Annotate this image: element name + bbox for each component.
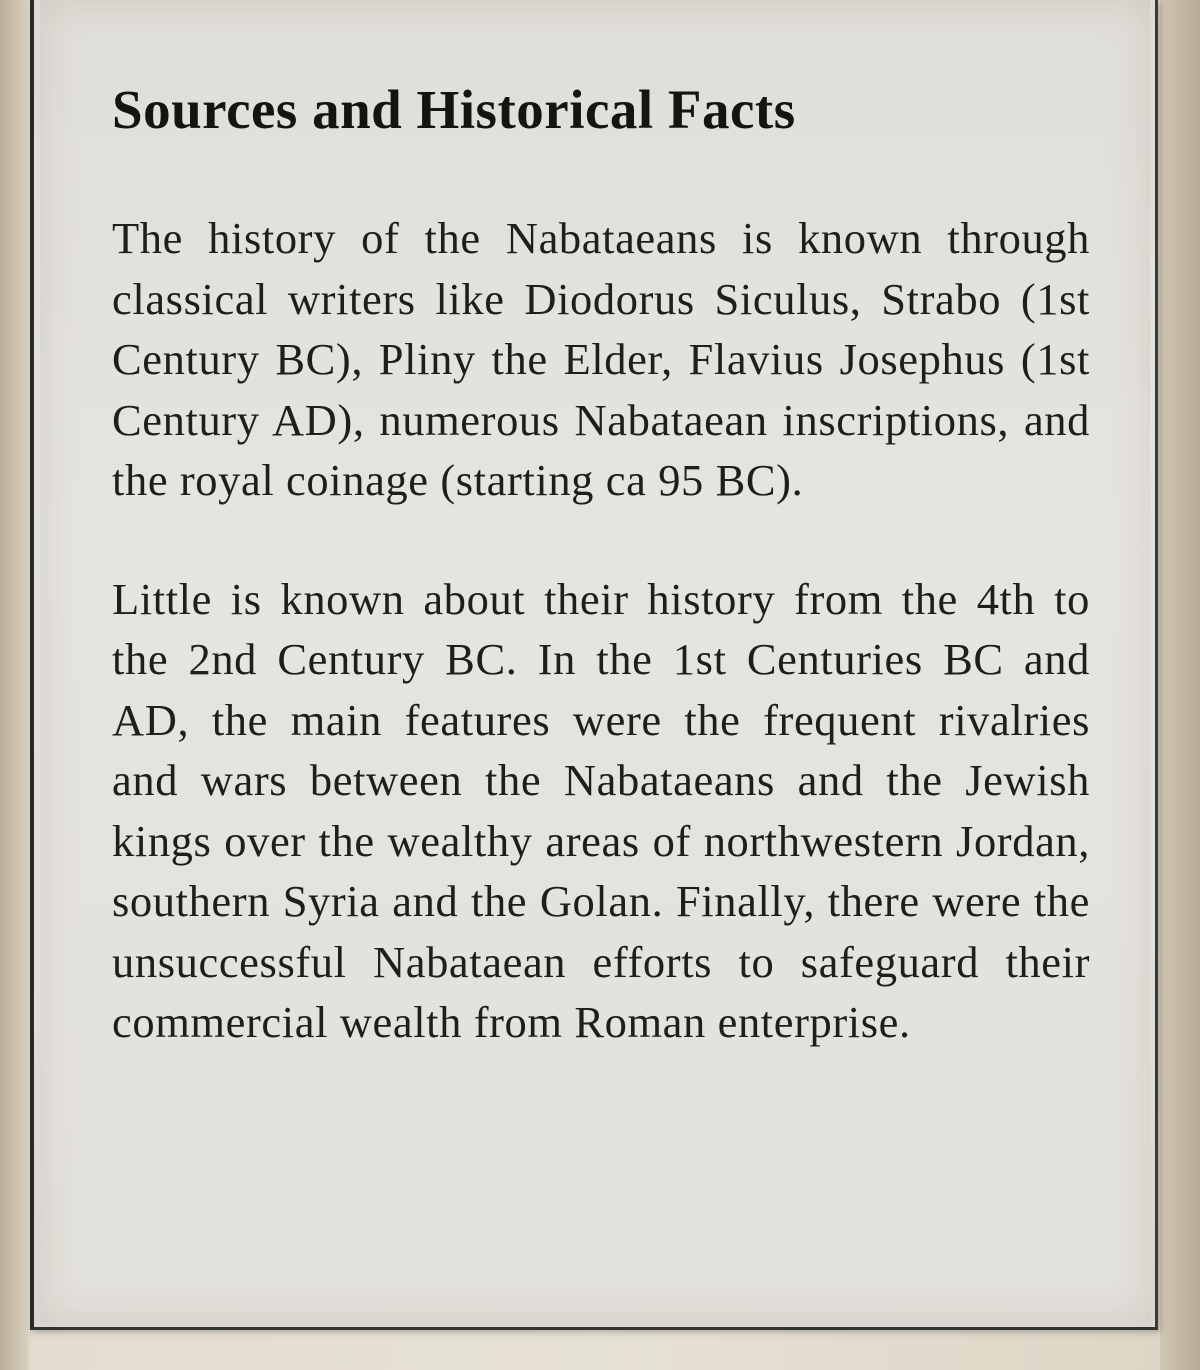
wall-left [0, 0, 28, 1370]
information-panel [30, 0, 1158, 1330]
panel-sheet [40, 0, 1150, 1322]
paragraph-history: Little is known about their history from the 4th to the 2nd Century BC. In the 1st Centuries BC and AD, the main features were the frequent rivalries and wars between the Nabataeans and the Jewish kings over the wealthy areas of northwestern Jordan, southern Syria and the Golan. Finally, there were the unsuccessful Nabataean efforts to safeguard their commercial wealth from Roman enterprise. [112, 573, 1090, 1047]
wall-right [1160, 0, 1200, 1370]
panel-content [112, 78, 1090, 1053]
paragraph-sources: The history of the Nabataeans is known through classical writers like Diodorus Siculus, Strabo (1st Century BC), Pliny the Elder, Flavius Josephus (1st Century AD), numerous Nabataean inscriptions, and the royal coinage (starting ca 95 BC). [112, 213, 1090, 505]
panel-title: Sources and Historical Facts [112, 79, 796, 140]
